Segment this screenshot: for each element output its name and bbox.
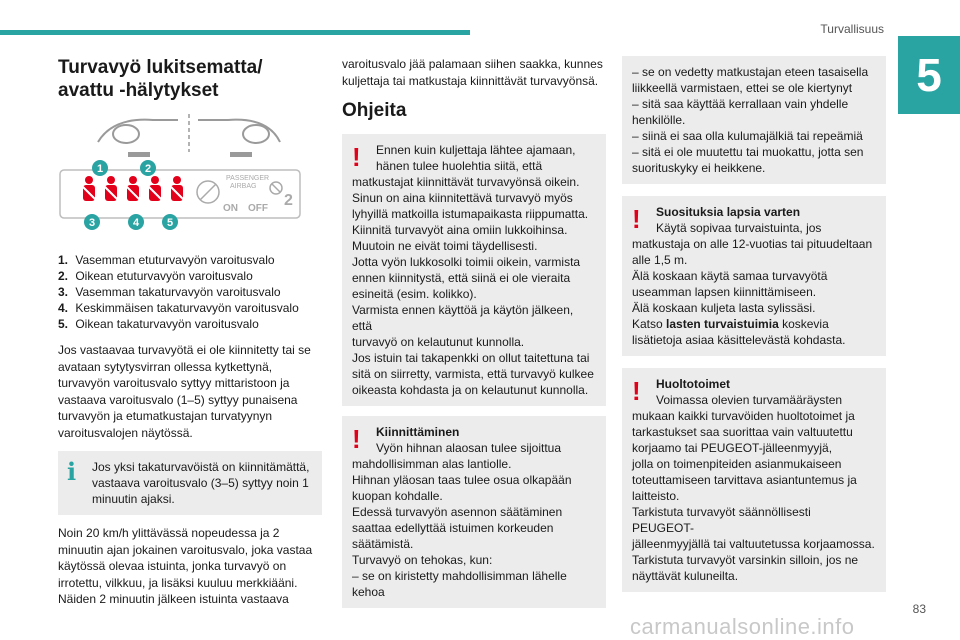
svg-text:4: 4: [132, 217, 140, 229]
list-item: 3. Vasemman takaturvavyön varoitusvalo: [58, 285, 281, 299]
header-accent-bar: [0, 30, 470, 35]
passenger-count: 2: [284, 192, 293, 209]
section-header: Turvallisuus: [820, 22, 884, 36]
warning-icon: !: [352, 424, 361, 454]
paragraph: Jos vastaavaa turvavyötä ei ole kiinnitetty tai se avataan sytytysvirran ollessa kytkettynä, turvavyön varoitusvalo syttyy mittaristoon ja vastaava varoitusvalo (1–5) syttyy punaisena turvavyön ja etumatkustajan turvatyynyn varoitusvalojen näytössä.: [58, 343, 311, 440]
airbag-off-label: OFF: [248, 203, 268, 214]
warning-icon: !: [352, 142, 361, 172]
callout-1: [92, 160, 108, 176]
column-1: [58, 56, 322, 618]
info-text: Jos yksi takaturvavöistä on kiinnitämättä, vastaava varoitusvalo (3–5) syttyy noin 1 minuutin ajaksi.: [92, 460, 310, 506]
warning-box-fastening: ! Kiinnittäminen Vyön hihnan alaosan tulee sijoittua mahdollisimman alas lantiolle. Hihnan yläosan taas tulee osua olkapään kuopan kohdalle. Edessä turvavyön asennon säätäminen saattaa edellyttää istuimen korkeuden säätämistä. Turvavyö on tehokas, kun: – se on kiristetty mahdollisimman lähelle kehoa: [342, 416, 606, 608]
info-box: [58, 451, 322, 515]
callout-5: [162, 214, 178, 230]
warning-box-maintenance: ! Huoltotoimet Voimassa olevien turvamääräysten mukaan kaikki turvavöiden huoltotoimet ja tarkastukset saa suorittaa vain valtuutettu korjaamo tai PEUGEOT-jälleenmyyjä, jolla on toimenpiteiden asianmukaiseen toteuttamiseen tarvittava asiantuntemus ja laitteisto. Tarkistuta turvavyöt säännöllisesti PEUGEOT- jälleenmyyjällä tai valtuutetussa korjaamossa. Tarkistuta turvavyöt varsinkin silloin, jos ne näyttävät kuluneilta.: [622, 368, 886, 592]
warning-title: Huoltotoimet: [656, 377, 730, 391]
watermark: carmanualsonline.info: [630, 614, 855, 639]
list-item: 5. Oikean takaturvavyön varoitusvalo: [58, 317, 259, 331]
column-2: [342, 56, 606, 618]
warning-box-children: ! Suosituksia lapsia varten Käytä sopivaa turvaistuinta, jos matkustaja on alle 12-vuotias tai pituudeltaan alle 1,5 m. Älä koskaan käytä samaa turvavyötä useamman lapsen kiinnittämiseen. Älä koskaan kuljeta lasta sylissäsi. Katso lasten turvaistuimia koskevia lisätietoja asiaa käsittelevästä kohdasta.: [622, 196, 886, 356]
list-item: 2. Oikean etuturvavyön varoitusvalo: [58, 269, 253, 283]
paragraph: varoitusvalo jää palamaan siihen saakka, kunnes kuljettaja tai matkustaja kiinnittävät turvavyönsä.: [342, 57, 603, 88]
heading-ohjeita: Ohjeita: [342, 100, 407, 121]
passenger-label: PASSENGER: [226, 175, 270, 182]
warning-title: Suosituksia lapsia varten: [656, 205, 801, 219]
info-icon: i: [67, 457, 77, 486]
list-item: 4. Keskimmäisen takaturvavyön varoitusvalo: [58, 301, 299, 315]
warning-box-continued: – se on vedetty matkustajan eteen tasaisella liikkeellä varmistaen, ettei se ole kiertynyt – sitä saa käyttää kerrallaan vain yhdelle henkilölle. – siinä ei saa olla kulumajälkiä tai repeämiä – sitä ei ole muutettu tai muokattu, jotta sen suorituskyky ei heikkene.: [622, 56, 886, 184]
svg-text:5: 5: [166, 217, 174, 229]
child-seat-link-text: lasten turvaistuimia: [666, 317, 779, 331]
chapter-tab: 5: [898, 36, 960, 114]
section-title: Turvavyö lukitsematta/ avattu -hälytykset: [58, 57, 263, 101]
airbag-on-label: ON: [223, 203, 238, 214]
svg-text:1: 1: [96, 163, 104, 175]
svg-text:3: 3: [88, 217, 96, 229]
warning-light-list: [58, 252, 322, 332]
airbag-label: AIRBAG: [230, 183, 257, 190]
seatbelt-warning-figure: [58, 112, 322, 242]
callout-4: [128, 214, 144, 230]
svg-text:2: 2: [144, 163, 152, 175]
column-3: [622, 56, 886, 602]
warning-icon: !: [632, 204, 641, 234]
callout-2: [140, 160, 156, 176]
warning-box-safety: ! Ennen kuin kuljettaja lähtee ajamaan, hänen tulee huolehtia siitä, että matkustajat kiinnittävät turvavyönsä oikein. Sinun on aina kiinnitettävä turvavyö myös lyhyillä matkoilla istumapaikasta riippumatta. Kiinnitä turvavyöt aina omiin lukkoihinsa. Muutoin ne eivät toimi täydellisesti. Jotta vyön lukkosolki toimii oikein, varmista ennen kiinnitystä, että siinä ei ole vieraita esineitä (esim. kolikko). Varmista ennen käyttöä ja käytön jälkeen, että turvavyö on kelautunut kunnolla. Jos istuin tai takapenkki on ollut taitettuna tai sitä on siirretty, varmista, että turvavyö kulkee oikeasta kohdasta ja on kelautunut kunnolla.: [342, 134, 606, 406]
warning-title: Kiinnittäminen: [376, 425, 460, 439]
paragraph: Noin 20 km/h ylittävässä nopeudessa ja 2 minuutin ajan jokainen varoitusvalo, joka vastaa käytössä olevaa istuinta, jonka turvavyö on irrotettu, vilkkuu, ja lisäksi kuuluu merkkiääni. Näiden 2 minuutin jälkeen istuinta vastaava: [58, 526, 313, 606]
callout-3: [84, 214, 100, 230]
warning-icon: !: [632, 376, 641, 406]
list-item: 1. Vasemman etuturvavyön varoitusvalo: [58, 253, 275, 267]
seatbelt-diagram-illustration: [58, 112, 322, 242]
page-number: 83: [912, 602, 926, 616]
